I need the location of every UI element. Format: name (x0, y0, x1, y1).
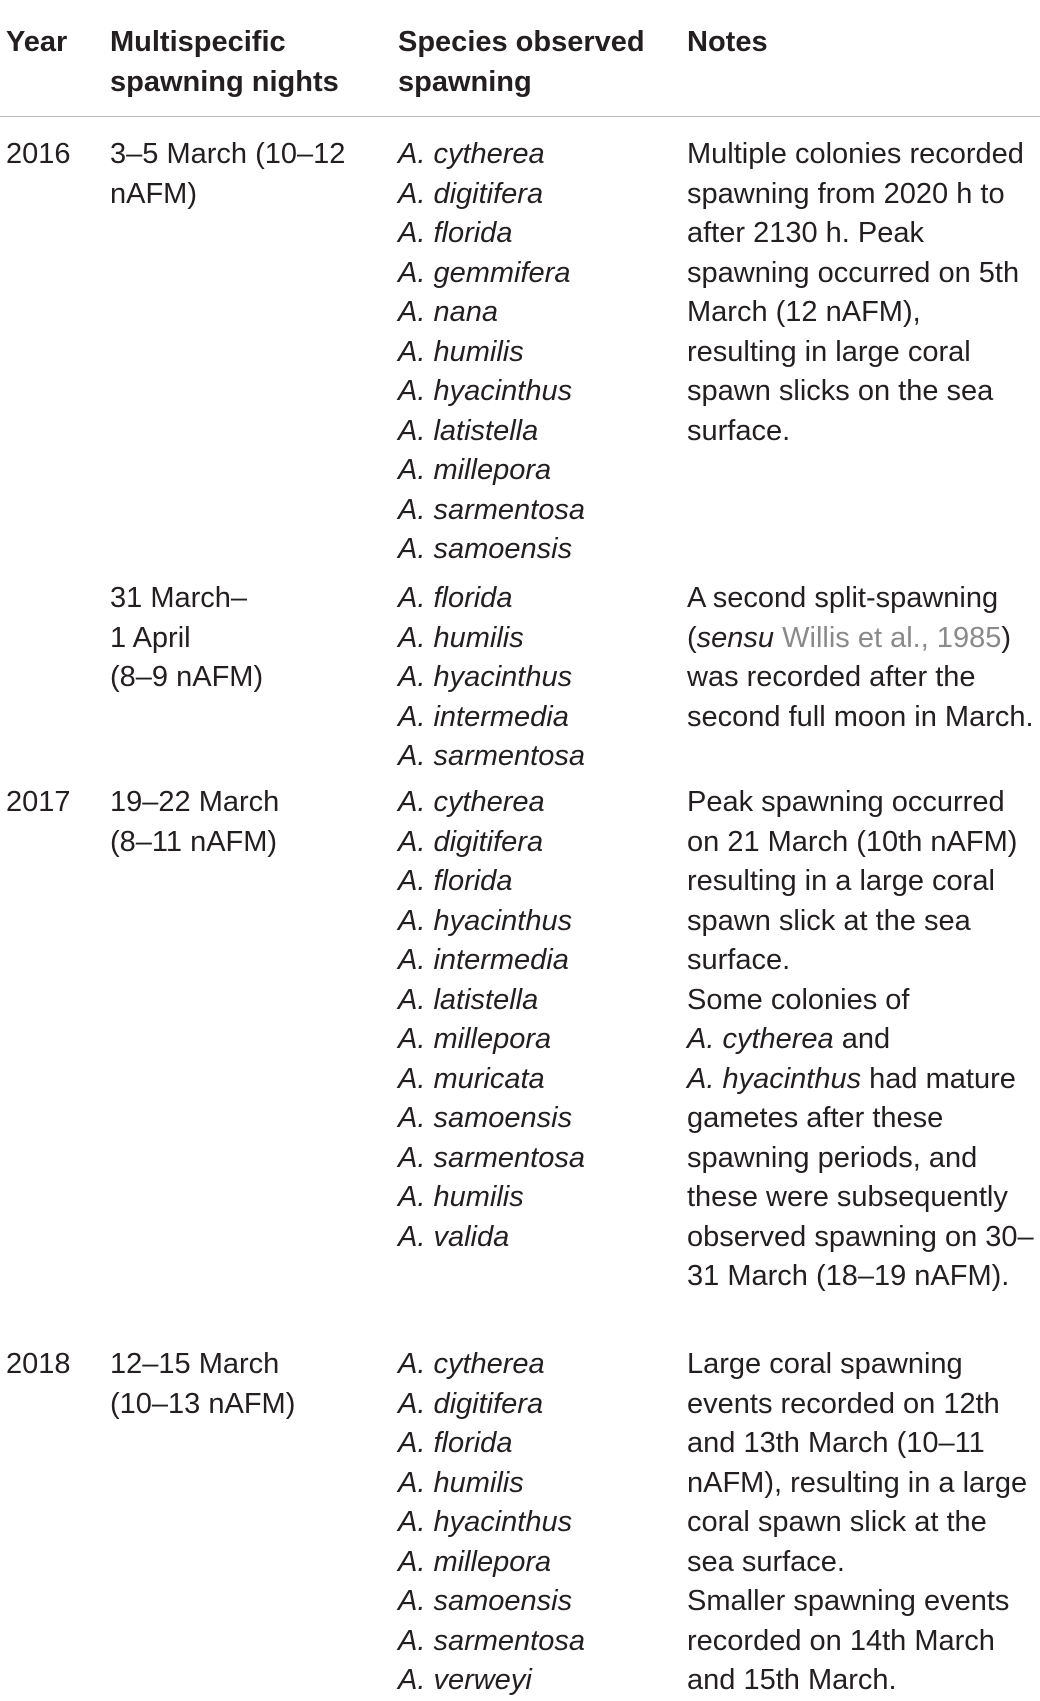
species-item: A. sarmentosa (398, 1624, 585, 1657)
note-text: ) was recorded after the second full moon in March. (687, 621, 1034, 733)
note-text: and (841, 1023, 891, 1055)
row-year: 2016 (6, 138, 71, 170)
row-notes: Multiple colonies recorded spawning from 2020 h to after 2130 h. Peak spawning occurred on 5th March (12 nAFM), resulting in large coral spawn slicks on the sea surface. (687, 138, 1024, 447)
row-spawning-nights: 19–22 March (8–11 nAFM) (110, 786, 280, 858)
species-item: A. intermedia (398, 700, 569, 733)
row-year: 2018 (6, 1348, 71, 1380)
species-item: A. sarmentosa (398, 493, 585, 526)
row-species (398, 579, 688, 777)
species-item: A. cytherea (398, 1348, 545, 1380)
species-item: A. digitifera (398, 825, 544, 858)
row-year: 2017 (6, 786, 71, 818)
species-item: A. digitifera (398, 177, 544, 210)
species-item: A. florida (398, 582, 513, 614)
species-item: A. digitifera (398, 1387, 544, 1420)
row-notes (687, 783, 1037, 1297)
species-item: A. samoensis (398, 533, 573, 565)
species-list (398, 135, 688, 570)
row-notes (687, 579, 1037, 737)
header-year: Year (6, 26, 68, 58)
species-item: A. sarmentosa (398, 740, 585, 772)
note-paragraph: Large coral spawning events recorded on 12th and 13th March (10–11 nAFM), resulting in a large coral spawn slick at the sea surface. (687, 1348, 1028, 1578)
row-spawning-nights: 3–5 March (10–12 nAFM) (110, 138, 346, 210)
species-item: A. hyacinthus (398, 375, 573, 407)
species-item: A. millepora (398, 1545, 552, 1578)
species-item: A. hyacinthus (398, 661, 573, 693)
row-species (398, 1345, 688, 1701)
species-item: A. cytherea (398, 138, 545, 170)
species-list (398, 783, 688, 1257)
note-sensu: sensu (696, 621, 775, 654)
note-text: Some colonies of (687, 983, 910, 1016)
row-species (398, 135, 688, 570)
species-item: A. humilis (398, 621, 524, 654)
species-item: A. humilis (398, 1181, 524, 1213)
species-item: A. humilis (398, 335, 524, 368)
species-item: A. florida (398, 865, 513, 897)
species-item: A. latistella (398, 414, 539, 447)
species-item: A. nana (398, 296, 498, 328)
note-paragraph: Smaller spawning events recorded on 14th March and 15th March. (687, 1585, 1010, 1696)
row-species (398, 783, 688, 1257)
species-item: A. samoensis (398, 1585, 573, 1617)
species-item: A. millepora (398, 1023, 552, 1055)
row-spawning-nights: 31 March– 1 April (8–9 nAFM) (110, 582, 264, 693)
note-species: A. hyacinthus (687, 1062, 862, 1095)
header-spawning-nights: Multispecific spawning nights (110, 26, 339, 98)
note-species: A. cytherea (687, 1023, 834, 1055)
note-text: had mature gametes after these spawning periods, and these were subsequently observed spawning on 30–31 March (18–19 nAFM). (687, 1062, 1034, 1292)
species-item: A. florida (398, 1427, 513, 1459)
header-notes: Notes (687, 26, 768, 58)
species-item: A. samoensis (398, 1102, 573, 1134)
species-item: A. hyacinthus (398, 904, 573, 937)
species-item: A. florida (398, 217, 513, 249)
species-list (398, 579, 688, 777)
species-item: A. millepora (398, 454, 552, 486)
species-item: A. sarmentosa (398, 1141, 585, 1174)
header-species: Species observed spawning (398, 26, 645, 98)
species-item: A. valida (398, 1220, 510, 1253)
note-paragraph: Peak spawning occurred on 21 March (10th nAFM) resulting in a large coral spawn slick at the sea surface. (687, 786, 1018, 976)
species-item: A. intermedia (398, 944, 569, 976)
species-item: A. verweyi (398, 1664, 532, 1696)
note-text: A second split-spawning ( (687, 582, 999, 654)
species-item: A. humilis (398, 1466, 524, 1499)
species-item: A. gemmifera (398, 256, 571, 289)
note-paragraph (687, 981, 1037, 1297)
species-item: A. hyacinthus (398, 1506, 573, 1538)
species-item: A. cytherea (398, 786, 545, 818)
table-header-row (0, 0, 1040, 117)
row-notes (687, 1345, 1037, 1701)
citation-link[interactable]: Willis et al., 1985 (782, 621, 1002, 654)
species-item: A. muricata (398, 1062, 545, 1095)
row-spawning-nights: 12–15 March (10–13 nAFM) (110, 1348, 296, 1420)
species-item: A. latistella (398, 983, 539, 1016)
species-list (398, 1345, 688, 1701)
